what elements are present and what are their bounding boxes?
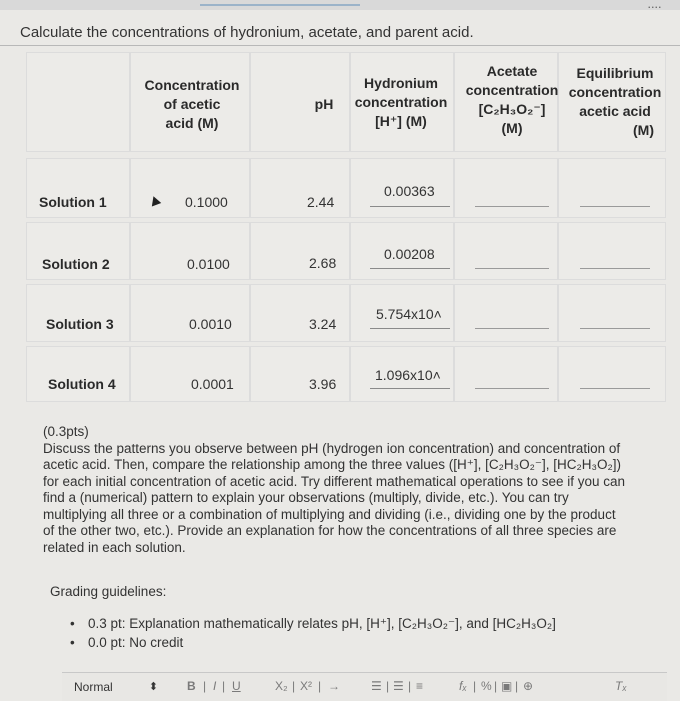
points-label: (0.3pts) xyxy=(43,424,89,439)
row2-equilibrium-cell xyxy=(558,222,666,280)
acetate-input[interactable] xyxy=(475,268,549,269)
bullet-list-icon[interactable]: ☰ xyxy=(393,679,404,693)
hydronium-underline xyxy=(370,328,450,329)
top-strip xyxy=(0,0,680,10)
toolbar-separator: | xyxy=(318,679,322,693)
bold-button[interactable]: B xyxy=(187,679,196,693)
chevron-updown-icon: ⬍ xyxy=(148,681,158,693)
col-header-equilibrium: Equilibrium concentration acetic acid (M) xyxy=(568,65,662,138)
arrow-icon[interactable]: → xyxy=(328,679,340,693)
align-icon[interactable]: ≡ xyxy=(416,679,424,693)
header-cell-empty xyxy=(26,52,130,152)
col-header-hydronium: Hydronium concentration [H⁺] (M) xyxy=(354,75,448,129)
equilibrium-input[interactable] xyxy=(580,388,650,389)
row2-acetate-cell xyxy=(454,222,558,280)
acetate-input[interactable] xyxy=(475,206,549,207)
row4-acetate-cell xyxy=(454,346,558,402)
row1-ph-cell xyxy=(250,158,350,218)
conc-value: 0.0100 xyxy=(187,256,230,272)
image-icon[interactable]: ▣ xyxy=(501,679,513,693)
toolbar-separator: | xyxy=(386,679,390,693)
superscript-button[interactable]: X² xyxy=(300,679,312,693)
editor-toolbar xyxy=(62,672,667,701)
toolbar-separator: | xyxy=(473,679,477,693)
row3-equilibrium-cell xyxy=(558,284,666,342)
hydronium-value[interactable]: 0.00363 xyxy=(384,183,435,199)
row4-conc-cell xyxy=(130,346,250,402)
acetate-input[interactable] xyxy=(475,328,549,329)
paragraph-style-select[interactable] xyxy=(74,680,158,696)
row3-ph-cell xyxy=(250,284,350,342)
col-header-acetate: Acetate concentration [C₂H₃O₂⁻] (M) xyxy=(465,63,559,136)
hydronium-value[interactable]: 5.754x10˄ xyxy=(376,306,442,322)
ordered-list-icon[interactable]: ☰ xyxy=(371,679,382,693)
equilibrium-input[interactable] xyxy=(580,328,650,329)
cropped-header-text: .... xyxy=(647,0,662,10)
row4-equilibrium-cell xyxy=(558,346,666,402)
toolbar-separator: | xyxy=(222,679,226,693)
row-label: Solution 3 xyxy=(46,316,114,332)
grading-list xyxy=(68,614,556,652)
hydronium-underline xyxy=(370,206,450,207)
row3-acetate-cell xyxy=(454,284,558,342)
ph-value: 2.68 xyxy=(309,255,337,271)
hydronium-value[interactable]: 1.096x10˄ xyxy=(375,367,441,383)
conc-value: 0.0001 xyxy=(191,376,234,392)
style-value: Normal xyxy=(74,680,113,694)
row4-ph-cell xyxy=(250,346,350,402)
ph-value: 3.96 xyxy=(309,376,337,392)
row1-acetate-cell xyxy=(454,158,558,218)
toolbar-separator: | xyxy=(515,679,519,693)
row4-label-cell xyxy=(26,346,130,402)
equilibrium-input[interactable] xyxy=(580,206,650,207)
tab-accent-line xyxy=(200,4,360,6)
question-title: Calculate the concentrations of hydronium, acetate, and parent acid. xyxy=(20,24,474,41)
hydronium-underline xyxy=(370,388,450,389)
col-header-ph: pH xyxy=(314,96,334,112)
toolbar-separator: | xyxy=(203,679,207,693)
discussion-prompt xyxy=(43,424,628,556)
clear-format-icon[interactable]: Tₓ xyxy=(615,679,627,693)
ph-value: 3.24 xyxy=(309,316,337,332)
conc-value: 0.1000 xyxy=(185,194,228,210)
grading-item: • 0.3 pt: Explanation mathematically relates pH, [H⁺], [C₂H₃O₂⁻], and [HC₂H₃O₂] xyxy=(68,614,556,633)
special-char-icon[interactable]: ⊕ xyxy=(523,679,534,693)
grading-title: Grading guidelines: xyxy=(50,584,167,599)
underline-button[interactable]: U xyxy=(232,679,241,693)
subscript-button[interactable]: X₂ xyxy=(275,679,288,693)
toolbar-separator: | xyxy=(494,679,498,693)
row-label: Solution 2 xyxy=(42,256,110,272)
prompt-text: Discuss the patterns you observe between pH (hydrogen ion concentration) and concentration of acetic acid. Then, compare the relationship among the three values ([H⁺], [C₂H₃O₂⁻], [HC₂H₃O₂]) for each initial concentration of acetic acid. Try different mathematical operations to see if you can find a (numerical) pattern to explain your observations (multiply, divide, etc.). You can try multiplying all three or a combination of multiplying and dividing (i.e., dividing one by the product of the other two, etc.). Provide an explanation for how the concentrations of all three species are related in each solution. xyxy=(43,440,626,555)
header-divider xyxy=(0,45,680,46)
row-label: Solution 1 xyxy=(39,194,107,210)
row3-label-cell xyxy=(26,284,130,342)
col-header-concentration: Concentration of acetic acid (M) xyxy=(144,77,240,131)
italic-button[interactable]: I xyxy=(213,679,217,693)
formula-icon[interactable]: fₓ xyxy=(459,679,467,693)
row2-ph-cell xyxy=(250,222,350,280)
row3-conc-cell xyxy=(130,284,250,342)
row1-equilibrium-cell xyxy=(558,158,666,218)
conc-value: 0.0010 xyxy=(189,316,232,332)
link-icon[interactable]: % xyxy=(481,679,492,693)
acetate-input[interactable] xyxy=(475,388,549,389)
toolbar-separator: | xyxy=(292,679,296,693)
equilibrium-input[interactable] xyxy=(580,268,650,269)
ph-value: 2.44 xyxy=(307,194,335,210)
row-label: Solution 4 xyxy=(48,376,116,392)
toolbar-separator: | xyxy=(408,679,412,693)
grading-item: • 0.0 pt: No credit xyxy=(68,633,556,652)
hydronium-underline xyxy=(370,268,450,269)
hydronium-value[interactable]: 0.00208 xyxy=(384,246,435,262)
